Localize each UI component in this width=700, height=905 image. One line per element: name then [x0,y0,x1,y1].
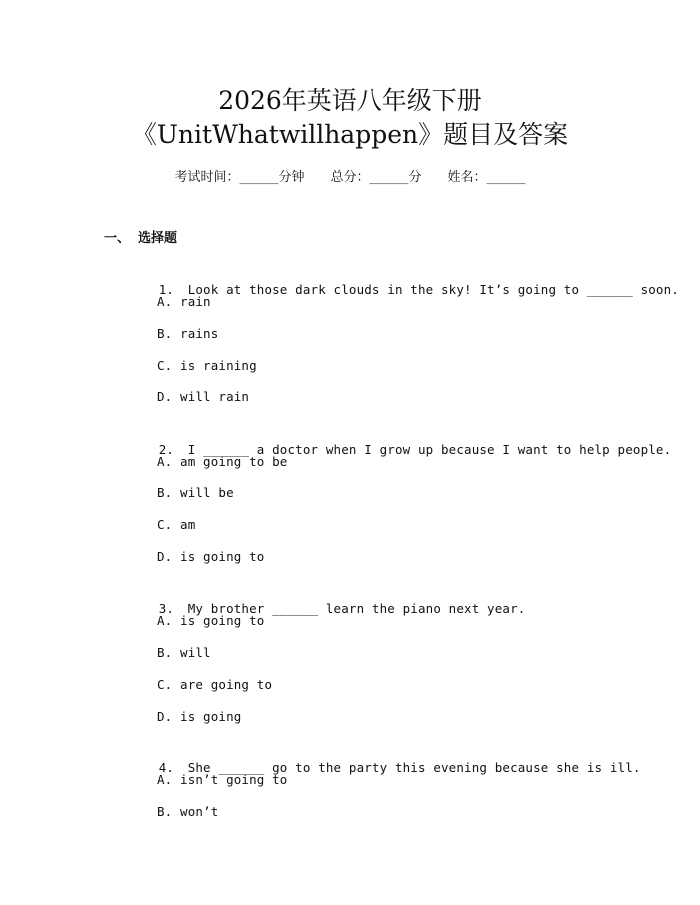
question-3-option-b: B. will [157,645,211,660]
question-1-option-b: B. rains [157,326,219,341]
question-2-option-d: D. is going to [157,549,265,564]
question-2-option-b: B. will be [157,485,234,500]
question-text: Look at those dark clouds in the sky! It’s going to ______ soon. [187,282,679,297]
page-title-line-2: 《UnitWhatwillhappen》题目及答案 [131,120,569,149]
question-number: 3. [158,601,175,616]
question-1-option-c: C. is raining [157,358,257,373]
question-text: My brother ______ learn the piano next year. [187,601,526,616]
section-number: 一、 [104,231,131,246]
question-3-option-c: C. are going to [157,677,273,692]
question-2-option-a: A. am going to be [157,454,288,469]
question-number: 2. [158,442,175,457]
question-number: 1. [158,282,175,297]
section-title: 选择题 [138,231,178,246]
exam-time-label: 考试时间：______分钟 [174,170,305,185]
question-3-option-a: A. is going to [157,613,265,628]
section-heading [104,229,177,249]
question-4-option-b: B. won’t [157,804,219,819]
question-4-option-a: A. isn’t going to [157,772,288,787]
question-1-option-d: D. will rain [157,389,250,404]
student-name-label: 姓名：______ [447,170,526,185]
question-text: She ______ go to the party this evening because she is ill. [187,760,641,775]
page-title-line-1: 2026年英语八年级下册 [218,86,482,115]
total-score-label: 总分：______分 [330,170,422,185]
question-text: I ______ a doctor when I grow up because I want to help people. [187,442,672,457]
question-3-option-d: D. is going [157,709,242,724]
question-2-option-c: C. am [157,517,196,532]
question-number: 4. [158,760,175,775]
exam-meta [0,168,700,188]
question-1-option-a: A. rain [157,294,211,309]
